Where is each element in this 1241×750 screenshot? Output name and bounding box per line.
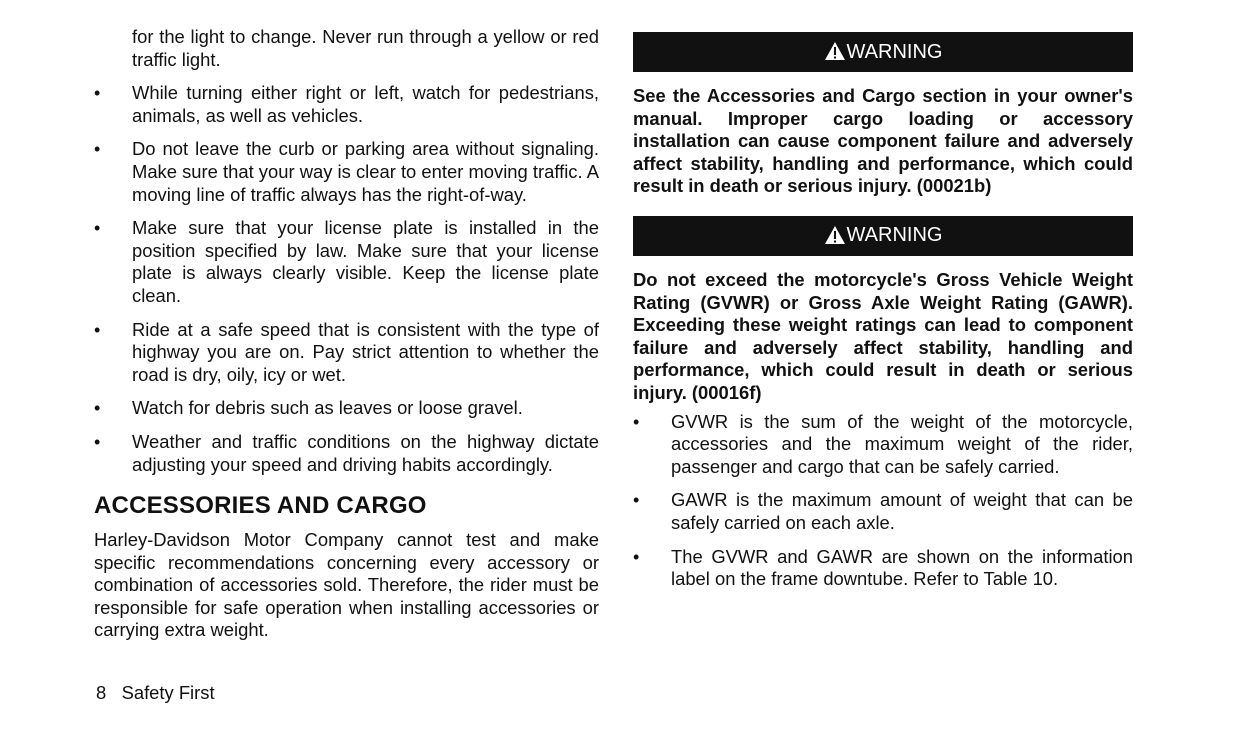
list-item (94, 217, 599, 307)
list-item (633, 546, 1133, 591)
list-item (633, 411, 1133, 479)
list-item-text: GAWR is the maximum amount of weight that can be safely carried on each axle. (671, 489, 1133, 533)
bullet-dot: • (94, 319, 101, 340)
section-heading: ACCESSORIES AND CARGO (94, 492, 427, 520)
page-footer (96, 682, 215, 704)
warning-label: WARNING (846, 40, 943, 63)
bullet-dot: • (94, 218, 101, 239)
continuation-paragraph: for the light to change. Never run through a yellow or red traffic light. (132, 26, 599, 70)
section-paragraph: Harley-Davidson Motor Company cannot test and make specific recommendations concerning every accessory or combination of accessories sold. Therefore, the rider must be responsible for safe operation when installing accessories or carrying extra weight. (94, 529, 599, 641)
list-item-text: Do not leave the curb or parking area without signaling. Make sure that your way is clear to enter moving traffic. A moving line of traffic always has the right-of-way. (132, 138, 599, 205)
list-item-text: Ride at a safe speed that is consistent with the type of highway you are on. Pay strict attention to whether the road is dry, oily, icy or wet. (132, 318, 599, 385)
warning-banner (633, 32, 1133, 72)
bullet-dot: • (94, 83, 101, 104)
left-column (94, 26, 599, 642)
list-item (94, 82, 599, 127)
list-item (633, 489, 1133, 534)
bullet-dot: • (633, 411, 640, 432)
list-item-text: Weather and traffic conditions on the highway dictate adjusting your speed and driving habits accordingly. (132, 430, 599, 475)
list-item (94, 319, 599, 387)
warning-label: WARNING (846, 224, 943, 247)
list-item-text: Watch for debris such as leaves or loose gravel. (132, 397, 523, 419)
warning-text: See the Accessories and Cargo section in your owner's manual. Improper cargo loading or accessory installation can cause component failure and adversely affect stability, handling and performance, which could result in death or serious injury. (00021b) (633, 85, 1133, 197)
warning-text: Do not exceed the motorcycle's Gross Vehicle Weight Rating (GVWR) or Gross Axle Weight Rating (GAWR). Exceeding these weight ratings can lead to component failure and adversely affect stability, handling and performance, which could result in death or serious injury. (00016f) (633, 268, 1133, 403)
list-item (94, 431, 599, 476)
bullet-dot: • (633, 546, 640, 567)
bullet-dot: • (633, 490, 640, 511)
bullet-dot: • (94, 398, 101, 419)
right-column (633, 26, 1133, 602)
list-item-text: The GVWR and GAWR are shown on the information label on the frame downtube. Refer to Table 10. (671, 545, 1133, 590)
list-item-text: GVWR is the sum of the weight of the motorcycle, accessories and the maximum weight of the rider, passenger and cargo that can be safely carried. (671, 410, 1133, 477)
warning-triangle-icon (824, 225, 846, 245)
list-item-text: While turning either right or left, watch for pedestrians, animals, as well as vehicles. (132, 82, 599, 126)
bullet-dot: • (94, 139, 101, 160)
warning-banner (633, 216, 1133, 256)
list-item (94, 138, 599, 206)
footer-section-title: Safety First (121, 682, 215, 703)
list-item-text: Make sure that your license plate is installed in the position specified by law. Make sure that your license plate is always clearly visible. Keep the license plate clean. (132, 217, 599, 306)
warning-triangle-icon (824, 41, 846, 61)
page-number: 8 (96, 682, 107, 703)
list-item (94, 397, 599, 420)
bullet-dot: • (94, 431, 101, 452)
